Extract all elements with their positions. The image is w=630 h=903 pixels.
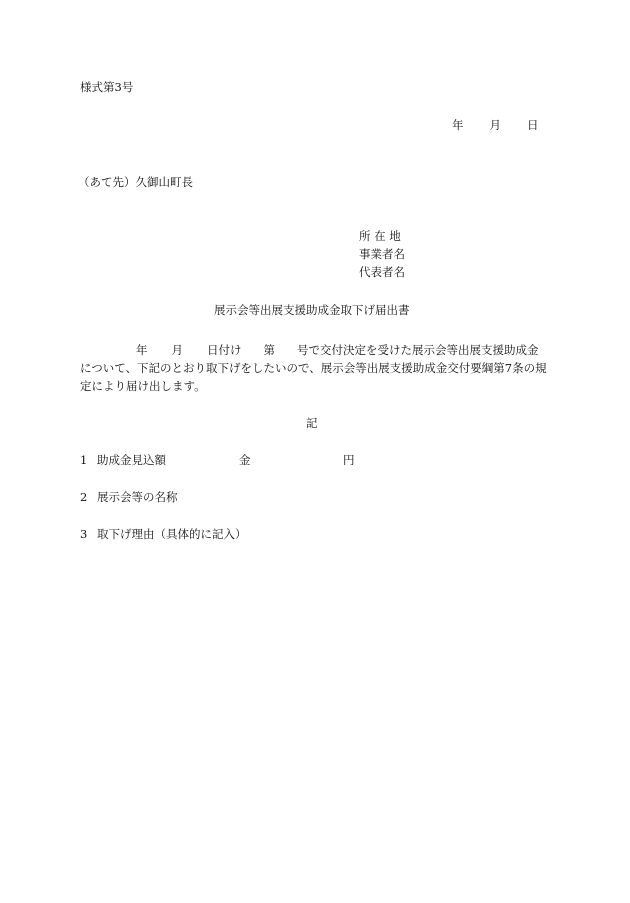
item-grant-amount [80, 455, 355, 467]
body-paragraph [80, 341, 555, 396]
item-withdrawal-reason [80, 529, 247, 541]
item-label: 展示会等の名称 [97, 490, 178, 504]
body-day-dated-label: 日付け [207, 343, 242, 357]
body-year-label: 年 [136, 343, 148, 357]
item-number: 3 [80, 527, 88, 541]
business-name-label: 事業者名 [359, 247, 405, 261]
date-month-label: 月 [489, 118, 501, 132]
addressee: （あて先）久御山町長 [78, 175, 193, 189]
item-label: 助成金見込額 [97, 453, 166, 467]
date-year-label: 年 [452, 118, 464, 132]
body-line-1-rest: 号で交付決定を受けた展示会等出展支援助成金 [297, 343, 539, 357]
body-line-1 [80, 341, 555, 359]
body-line-3: 定により届け出します。 [80, 379, 206, 394]
body-number-prefix: 第 [263, 343, 275, 357]
currency-suffix: 円 [343, 453, 355, 467]
date-day-label: 日 [527, 118, 539, 132]
ki-heading: 記 [306, 416, 318, 430]
item-number: 1 [80, 453, 88, 467]
item-label: 取下げ理由（具体的に記入） [97, 527, 247, 541]
representative-label: 代表者名 [359, 265, 405, 279]
currency-prefix: 金 [239, 453, 251, 467]
item-number: 2 [80, 490, 88, 504]
date-line [452, 120, 539, 132]
document-title: 展示会等出展支援助成金取下げ届出書 [214, 303, 410, 317]
form-number: 様式第3号 [80, 80, 134, 94]
body-month-label: 月 [171, 343, 183, 357]
applicant-block [359, 231, 405, 285]
address-label: 所 在 地 [359, 229, 401, 243]
item-exhibition-name [80, 492, 178, 504]
body-line-2: について、下記のとおり取下げをしたいので、展示会等出展支援助成金交付要綱第7条の規 [80, 361, 547, 376]
